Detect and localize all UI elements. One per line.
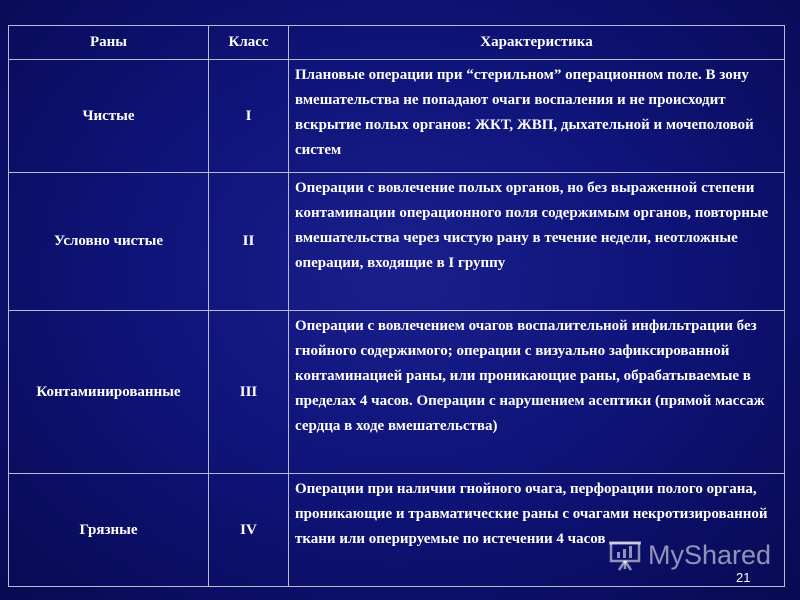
header-class: Класс bbox=[209, 26, 289, 60]
wound-type-cell: Условно чистые bbox=[9, 173, 209, 311]
class-cell: II bbox=[209, 173, 289, 311]
page-number: 21 bbox=[736, 570, 751, 585]
class-cell: I bbox=[209, 60, 289, 173]
header-description: Характеристика bbox=[289, 26, 785, 60]
class-cell: III bbox=[209, 311, 289, 474]
wound-type-cell: Контаминированные bbox=[9, 311, 209, 474]
description-cell: Операции с вовлечением очагов воспалительной инфильтрации без гнойного содержимого; операции с визуально зафиксированной контаминацией раны, или проникающие раны, обрабатываемые в пределах 4 часов. Операции с нарушением асептики (прямой массаж сердца в ходе вмешательства) bbox=[289, 311, 785, 474]
watermark[interactable] bbox=[608, 538, 771, 572]
presentation-board-icon bbox=[608, 538, 642, 572]
description-cell: Операции с вовлечение полых органов, но без выраженной степени контаминации операционного поля содержимым органов, повторные вмешательства через чистую рану в течение недели, неотложные операции, входящие в I группу bbox=[289, 173, 785, 311]
table-header-row bbox=[9, 26, 785, 60]
class-cell: IV bbox=[209, 474, 289, 587]
header-wound: Раны bbox=[9, 26, 209, 60]
description-cell: Операции при наличии гнойного очага, перфорации полого органа, проникающие и травматические раны с очагами некротизированной ткани или оперируемые по истечении 4 часов bbox=[289, 474, 785, 587]
wound-classification-table bbox=[8, 25, 785, 587]
watermark-text: MyShared bbox=[648, 539, 772, 570]
wound-type-cell: Грязные bbox=[9, 474, 209, 587]
description-cell: Плановые операции при “стерильном” операционном поле. В зону вмешательства не попадают очаги воспаления и не происходит вскрытие полых органов: ЖКТ, ЖВП, дыхательной и мочеполовой систем bbox=[289, 60, 785, 173]
table-row bbox=[9, 173, 785, 311]
table-row bbox=[9, 60, 785, 173]
wound-type-cell: Чистые bbox=[9, 60, 209, 173]
table-row bbox=[9, 311, 785, 474]
